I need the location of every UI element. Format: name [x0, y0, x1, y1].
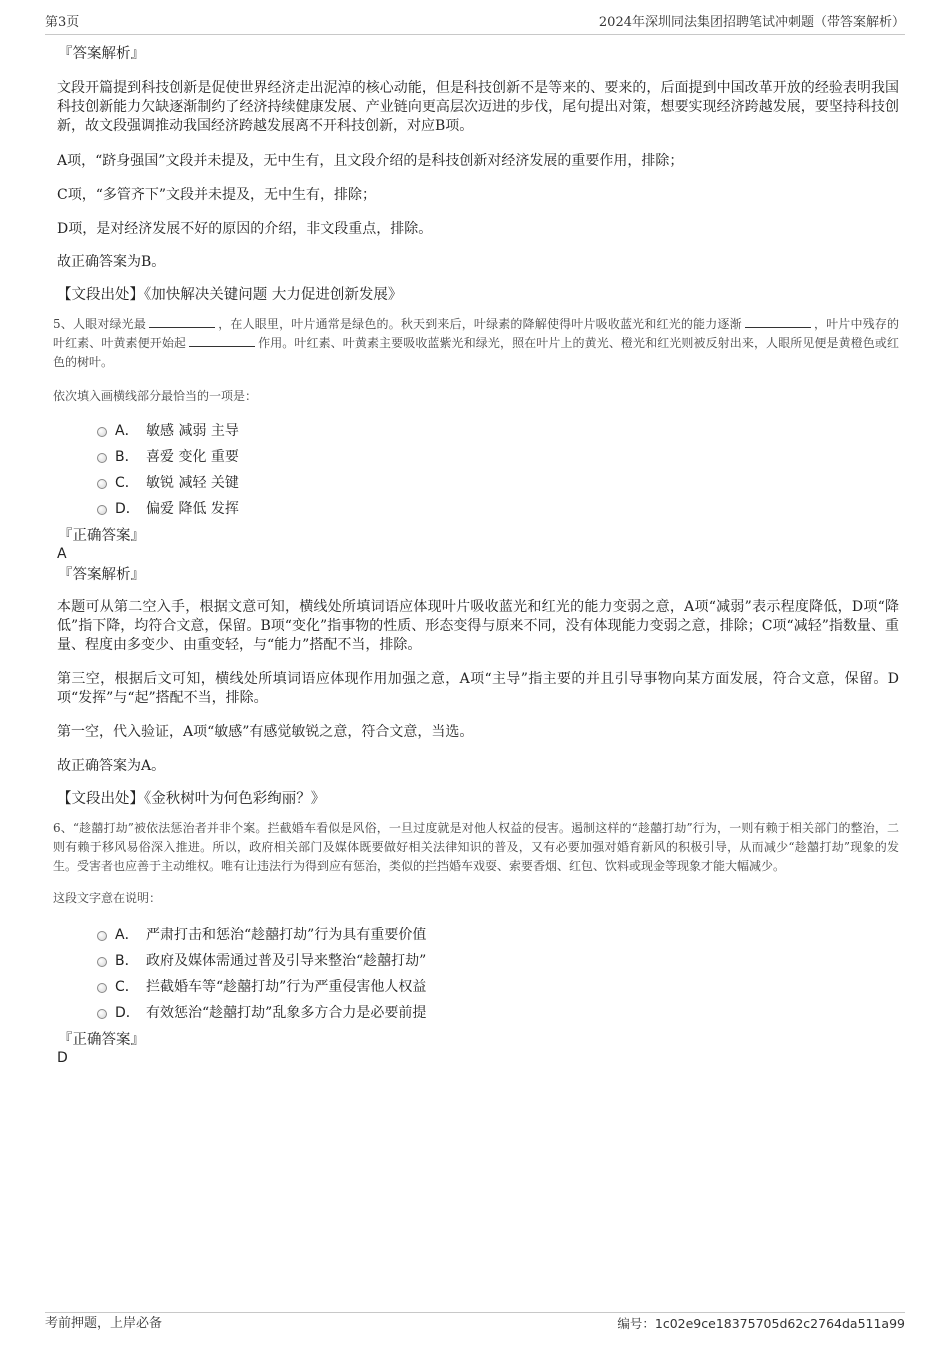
analysis-paragraph-3: 第一空，代入验证，A项“敏感”有感觉敏锐之意，符合文意，当选。 — [57, 724, 474, 740]
fill-blank-1 — [149, 315, 215, 328]
analysis-option-a: A项，“跻身强国”文段并未提及，无中生有，且文段介绍的是科技创新对经济发展的重要作用，排除； — [57, 153, 684, 169]
fill-blank-3 — [189, 334, 255, 347]
question-5-text: 5、人眼对绿光最 ，在人眼里，叶片通常是绿色的。秋天到来后，叶绿素的降解使得叶片吸收蓝光和红光的能力逐渐 ，叶片中残存的叶红素、叶黄素便开始起 作用。叶红素、叶黄素主要吸收蓝紫光和绿光，照在叶片上的黄光、橙光和红光则被反射出来，人眼所见便是黄橙色或红色的树叶。 — [53, 317, 899, 369]
option-d[interactable]: D． 偏爱 降低 发挥 — [57, 496, 899, 522]
question-6-text: 6、“趁囍打劫”被依法惩治者并非个案。拦截婚车看似是风俗，一旦过度就是对他人权益的侵害。遏制这样的“趁囍打劫”行为，一则有赖于相关部门的整治，二则有赖于移风易俗深入推进。所以，政府相关部门及媒体既要做好相关法律知识的普及，又有必要加强对婚育新风的积极引导，从而减少“趁囍打劫”现象的发生。受害者也应善于主动维权。唯有让违法行为得到应有惩治，类似的拦挡婚车戏耍、索要香烟、红包、饮料或现金等现象才能大幅减少。 — [53, 821, 899, 873]
question-5-options — [57, 418, 899, 522]
correct-answer-label: 『正确答案』 — [58, 528, 145, 544]
page-header — [45, 14, 905, 35]
analysis-paragraph-2: 第三空，根据后文可知，横线处所填词语应体现作用加强之意，A项“主导”指主要的并且引导事物向某方面发展，符合文意，保留。D项“发挥”与“起”搭配不当，排除。 — [57, 671, 899, 706]
analysis-paragraph: 文段开篇提到科技创新是促使世界经济走出泥淖的核心动能，但是科技创新不是等来的、要来的，后面提到中国改革开放的经验表明我国科技创新能力欠缺逐渐制约了经济持续健康发展、产业链向更高层次迈进的步伐，尾句提出对策，想要实现经济跨越发展，要坚持科技创新，故文段强调推动我国经济跨越发展离不开科技创新，对应B项。 — [57, 80, 899, 134]
analysis-paragraph-1: 本题可从第二空入手，根据文意可知，横线处所填词语应体现叶片吸收蓝光和红光的能力变弱之意，A项“减弱”表示程度降低，D项“降低”指下降，均符合文意，保留。B项“变化”指事物的性质、形态变得与原来不同，没有体现能力变弱之意，排除；C项“减轻”指数量、重量、程度由多变少、由重变轻，与“能力”搭配不当，排除。 — [57, 599, 899, 653]
source-citation: 【文段出处】《金秋树叶为何色彩绚丽？》 — [57, 791, 326, 807]
option-d[interactable]: D． 有效惩治“趁囍打劫”乱象多方合力是必要前提 — [57, 1000, 899, 1026]
radio-button[interactable] — [97, 505, 107, 515]
radio-button[interactable] — [97, 427, 107, 437]
analysis-option-c: C项，“多管齐下”文段并未提及，无中生有，排除； — [57, 187, 377, 203]
correct-answer: D — [57, 1050, 68, 1066]
fill-blank-2 — [745, 315, 811, 328]
page-number: 第3页 — [45, 15, 80, 30]
analysis-label: 『答案解析』 — [58, 46, 145, 62]
analysis-conclusion: 故正确答案为A。 — [57, 758, 166, 774]
radio-button[interactable] — [97, 1009, 107, 1019]
document-title: 2024年深圳同法集团招聘笔试冲刺题（带答案解析） — [598, 15, 905, 30]
radio-button[interactable] — [97, 983, 107, 993]
analysis-option-d: D项，是对经济发展不好的原因的介绍，非文段重点，排除。 — [57, 221, 433, 237]
footer-slogan: 考前押题，上岸必备 — [45, 1316, 163, 1331]
radio-button[interactable] — [97, 453, 107, 463]
option-a[interactable]: A． 敏感 减弱 主导 — [57, 418, 899, 444]
radio-button[interactable] — [97, 957, 107, 967]
question-6-prompt: 这段文字意在说明： — [53, 891, 162, 905]
option-b[interactable]: B． 政府及媒体需通过普及引导来整治“趁囍打劫” — [57, 948, 899, 974]
option-b[interactable]: B． 喜爱 变化 重要 — [57, 444, 899, 470]
source-citation: 【文段出处】《加快解决关键问题 大力促进创新发展》 — [57, 287, 403, 303]
option-c[interactable]: C． 敏锐 减轻 关键 — [57, 470, 899, 496]
question-5-prompt: 依次填入画横线部分最恰当的一项是： — [53, 389, 258, 403]
question-6-options — [57, 922, 899, 1026]
option-c[interactable]: C． 拦截婚车等“趁囍打劫”行为严重侵害他人权益 — [57, 974, 899, 1000]
option-a[interactable]: A． 严肃打击和惩治“趁囍打劫”行为具有重要价值 — [57, 922, 899, 948]
radio-button[interactable] — [97, 931, 107, 941]
analysis-conclusion: 故正确答案为B。 — [57, 254, 166, 270]
document-serial: 编号：1c02e9ce18375705d62c2764da511a99 — [617, 1316, 905, 1331]
page-content — [53, 44, 899, 1066]
radio-button[interactable] — [97, 479, 107, 489]
analysis-label: 『答案解析』 — [58, 567, 145, 583]
page-footer — [45, 1312, 905, 1334]
correct-answer-label: 『正确答案』 — [58, 1032, 145, 1048]
correct-answer: A — [57, 546, 67, 562]
